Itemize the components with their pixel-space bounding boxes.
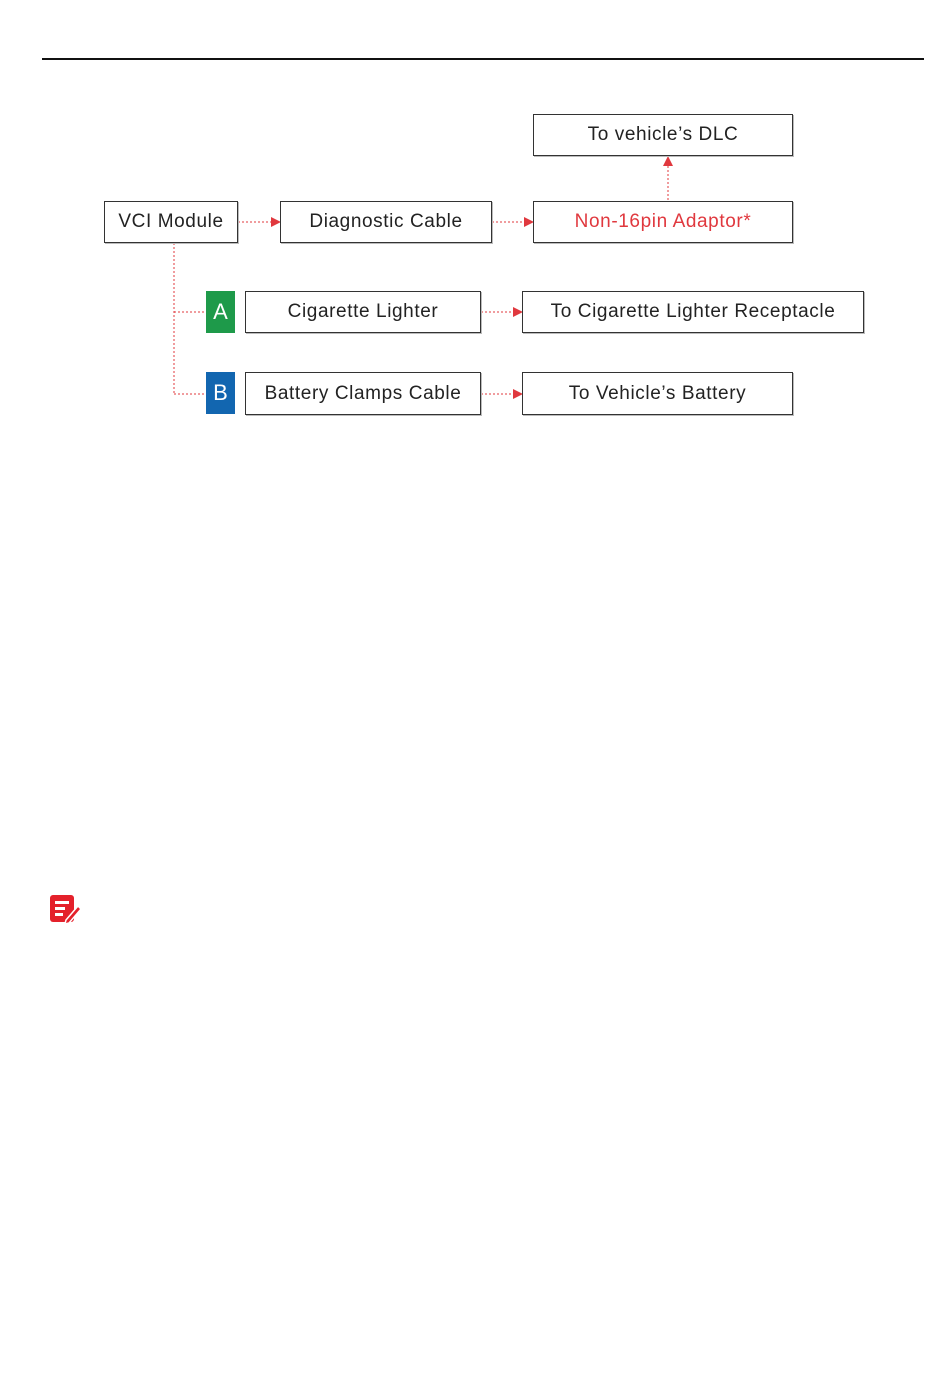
connection-diagram	[0, 0, 950, 450]
adaptor-box: Non-16pin Adaptor*	[533, 201, 793, 243]
receptacle-box: To Cigarette Lighter Receptacle	[522, 291, 864, 333]
battery-clamps-box: Battery Clamps Cable	[245, 372, 481, 415]
dlc-box: To vehicle’s DLC	[533, 114, 793, 156]
vehicle-battery-box: To Vehicle’s Battery	[522, 372, 793, 415]
badge-b: B	[206, 372, 235, 414]
vci-module-box: VCI Module	[104, 201, 238, 243]
diagnostic-cable-box: Diagnostic Cable	[280, 201, 492, 243]
cigarette-lighter-box: Cigarette Lighter	[245, 291, 481, 333]
badge-a: A	[206, 291, 235, 333]
note-icon	[48, 893, 82, 925]
